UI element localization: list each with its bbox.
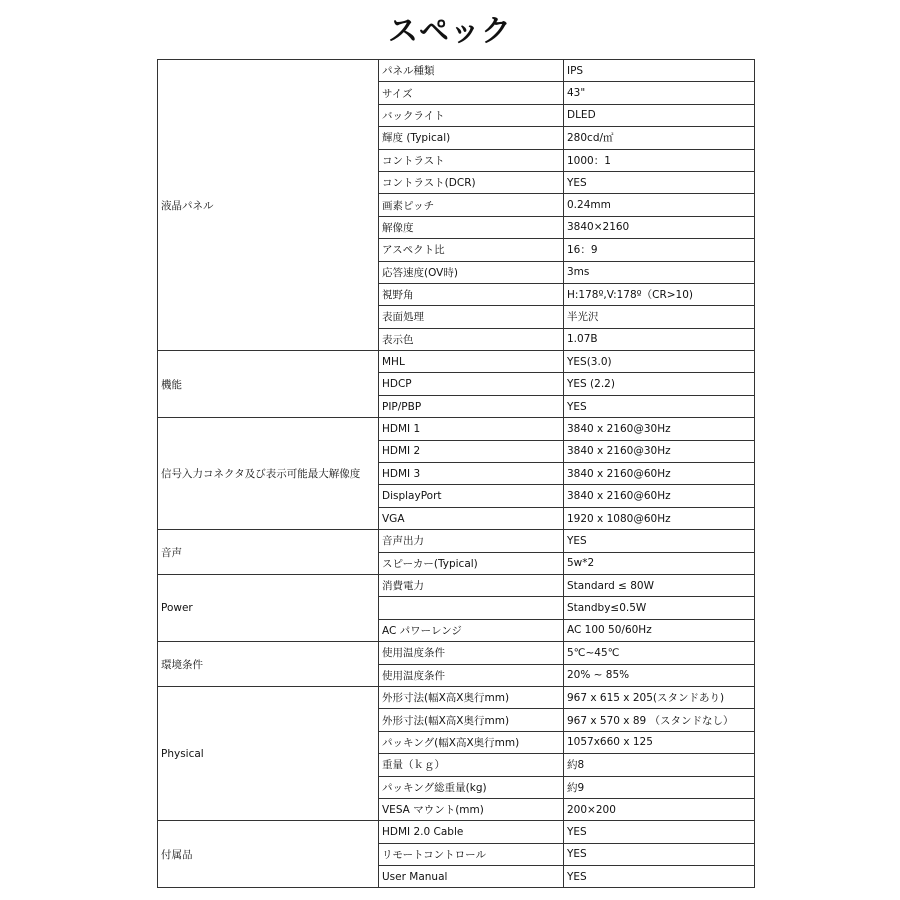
spec-label: HDMI 2 — [379, 440, 564, 462]
spec-value: YES — [564, 821, 755, 843]
spec-value: 3840 x 2160@60Hz — [564, 463, 755, 485]
spec-label: 画素ピッチ — [379, 194, 564, 216]
spec-value: 200×200 — [564, 798, 755, 820]
spec-label: リモートコントロール — [379, 843, 564, 865]
spec-label: MHL — [379, 351, 564, 373]
spec-category: 環境条件 — [158, 642, 379, 687]
spec-label: 外形寸法(幅X高X奥行mm) — [379, 686, 564, 708]
spec-row — [158, 351, 755, 373]
spec-value: 1057x660 x 125 — [564, 731, 755, 753]
spec-value: 3840×2160 — [564, 216, 755, 238]
spec-label: アスペクト比 — [379, 239, 564, 261]
spec-label: 視野角 — [379, 283, 564, 305]
spec-label: 表面処理 — [379, 306, 564, 328]
spec-label: 使用温度条件 — [379, 642, 564, 664]
spec-label: VESA マウント(mm) — [379, 798, 564, 820]
spec-label: HDCP — [379, 373, 564, 395]
spec-label: バックライト — [379, 104, 564, 126]
spec-category: Physical — [158, 686, 379, 820]
spec-label: サイズ — [379, 82, 564, 104]
spec-value: 43" — [564, 82, 755, 104]
spec-label: パッキング総重量(kg) — [379, 776, 564, 798]
spec-label: PIP/PBP — [379, 395, 564, 417]
spec-value: 1.07B — [564, 328, 755, 350]
spec-value: 3840 x 2160@30Hz — [564, 418, 755, 440]
spec-value: IPS — [564, 60, 755, 82]
spec-label: User Manual — [379, 866, 564, 888]
spec-value: 半光沢 — [564, 306, 755, 328]
spec-value: YES (2.2) — [564, 373, 755, 395]
spec-label: DisplayPort — [379, 485, 564, 507]
spec-value: YES — [564, 395, 755, 417]
spec-label: 消費電力 — [379, 574, 564, 596]
spec-value: 967 x 570 x 89 （スタンドなし） — [564, 709, 755, 731]
spec-label: 解像度 — [379, 216, 564, 238]
spec-value: 1920 x 1080@60Hz — [564, 507, 755, 529]
spec-row — [158, 418, 755, 440]
spec-label: 重量（ｋｇ） — [379, 754, 564, 776]
spec-value: 280cd/㎡ — [564, 127, 755, 149]
spec-value: 16：9 — [564, 239, 755, 261]
spec-row — [158, 574, 755, 596]
spec-label: パネル種類 — [379, 60, 564, 82]
spec-value: YES(3.0) — [564, 351, 755, 373]
spec-row — [158, 60, 755, 82]
spec-category: 液晶パネル — [158, 60, 379, 351]
spec-value: 3ms — [564, 261, 755, 283]
spec-label: 表示色 — [379, 328, 564, 350]
spec-value: YES — [564, 843, 755, 865]
spec-category: Power — [158, 574, 379, 641]
spec-row — [158, 686, 755, 708]
spec-value: 0.24mm — [564, 194, 755, 216]
spec-value: AC 100 50/60Hz — [564, 619, 755, 641]
spec-value: 967 x 615 x 205(スタンドあり) — [564, 686, 755, 708]
spec-value: YES — [564, 530, 755, 552]
spec-value: 20% ~ 85% — [564, 664, 755, 686]
spec-row — [158, 642, 755, 664]
spec-label: HDMI 3 — [379, 463, 564, 485]
spec-label: コントラスト — [379, 149, 564, 171]
spec-value: Standard ≤ 80W — [564, 574, 755, 596]
spec-label: 外形寸法(幅X高X奥行mm) — [379, 709, 564, 731]
spec-label: パッキング(幅X高X奥行mm) — [379, 731, 564, 753]
spec-value: DLED — [564, 104, 755, 126]
spec-value: YES — [564, 171, 755, 193]
spec-value: 5w*2 — [564, 552, 755, 574]
spec-value: 5℃~45℃ — [564, 642, 755, 664]
spec-label — [379, 597, 564, 619]
spec-table-body — [158, 60, 755, 888]
page-title: スペック — [388, 14, 512, 49]
spec-label: 音声出力 — [379, 530, 564, 552]
spec-category: 音声 — [158, 530, 379, 575]
spec-value: 約9 — [564, 776, 755, 798]
spec-value: 3840 x 2160@30Hz — [564, 440, 755, 462]
spec-label: スピーカー(Typical) — [379, 552, 564, 574]
spec-value: H:178º,V:178º（CR>10) — [564, 283, 755, 305]
spec-label: 応答速度(OV時) — [379, 261, 564, 283]
spec-value: 約8 — [564, 754, 755, 776]
spec-label: 使用温度条件 — [379, 664, 564, 686]
spec-category: 付属品 — [158, 821, 379, 888]
spec-label: 輝度 (Typical) — [379, 127, 564, 149]
spec-value: Standby≤0.5W — [564, 597, 755, 619]
spec-label: HDMI 1 — [379, 418, 564, 440]
spec-label: HDMI 2.0 Cable — [379, 821, 564, 843]
spec-row — [158, 821, 755, 843]
spec-value: 1000：1 — [564, 149, 755, 171]
spec-value: 3840 x 2160@60Hz — [564, 485, 755, 507]
spec-category: 機能 — [158, 351, 379, 418]
spec-row — [158, 530, 755, 552]
spec-value: YES — [564, 866, 755, 888]
spec-category: 信号入力コネクタ及び表示可能最大解像度 — [158, 418, 379, 530]
spec-label: VGA — [379, 507, 564, 529]
spec-table — [157, 59, 755, 888]
spec-label: コントラスト(DCR) — [379, 171, 564, 193]
spec-label: AC パワーレンジ — [379, 619, 564, 641]
